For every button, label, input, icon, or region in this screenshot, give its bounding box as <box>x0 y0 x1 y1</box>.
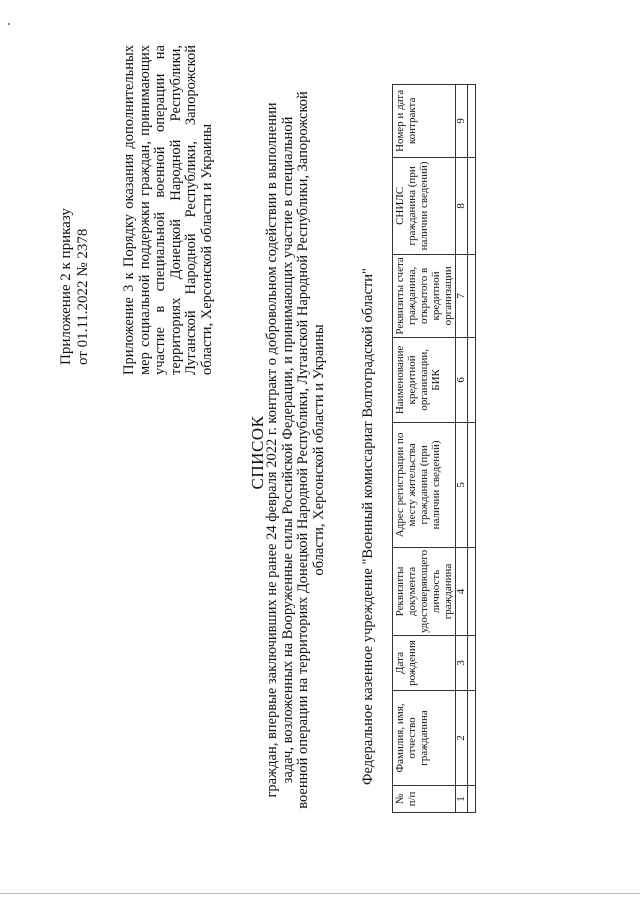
table-cell <box>468 636 476 691</box>
appendix-header <box>58 105 92 365</box>
header-cell-snils: СНИЛС гражданина (при наличии сведений) <box>393 157 456 254</box>
table-cell <box>468 84 476 157</box>
column-number: 8 <box>456 157 468 254</box>
document-subtitle: граждан, впервые заключивших не ранее 24 февраля 2022 г. контракт о добровольном содействии в выполнении задач, возложенных на Вооруженные силы Российской Федерации, и принимающих участие в специальной военной операции на территориях Донецкой Народной Республики, Луганской Народной Республики, Запорожской области, Херсонской области и Украины <box>264 91 327 809</box>
header-cell-bank-name: Наименование кредитной организации, БИК <box>393 337 456 422</box>
table-cell <box>468 422 476 547</box>
table-row <box>468 84 476 812</box>
institution-name: Федеральное казенное учреждение "Военный комиссариат Волгоградской области" <box>360 268 376 785</box>
column-number: 5 <box>456 422 468 547</box>
table-number-row <box>456 84 468 812</box>
appendix-line-2: от 01.11.2022 № 2378 <box>75 228 91 365</box>
table-header-row <box>393 84 456 812</box>
column-number: 2 <box>456 691 468 786</box>
table-cell <box>468 786 476 813</box>
appendix-sub-reference: Приложение 3 к Порядку оказания дополнительных мер социальной поддержки граждан, принимающих участие в специальной военной операции на территориях Донецкой Народной Республики, Луганской Народной Республики, Запорожской области, Херсонской области и Украины <box>121 45 215 375</box>
appendix-line-1: Приложение 2 к приказу <box>58 208 74 365</box>
header-cell-id-document: Реквизиты документа удостоверяющего личность гражданина <box>393 547 456 635</box>
column-number: 1 <box>456 786 468 813</box>
header-cell-address: Адрес регистрации по месту жительства гражданина (при наличии сведений) <box>393 422 456 547</box>
scan-speck <box>8 23 10 25</box>
table-cell <box>468 547 476 635</box>
table-cell <box>468 337 476 422</box>
table-cell <box>468 254 476 337</box>
table-cell <box>468 157 476 254</box>
document-title: СПИСОК <box>248 415 267 490</box>
header-cell-contract: Номер и дата контракта <box>393 84 456 157</box>
column-number: 4 <box>456 547 468 635</box>
header-cell-account: Реквизиты счета гражданина, открытого в кредитной организации <box>393 254 456 337</box>
page-edge-line <box>0 893 640 894</box>
header-cell-fullname: Фамилия, имя, отчество гражданина <box>393 691 456 786</box>
header-cell-number: № п/п <box>393 786 456 813</box>
column-number: 9 <box>456 84 468 157</box>
column-number: 3 <box>456 636 468 691</box>
table-cell <box>468 691 476 786</box>
header-cell-birthdate: Дата рождения <box>393 636 456 691</box>
column-number: 7 <box>456 254 468 337</box>
citizens-table <box>392 84 476 813</box>
column-number: 6 <box>456 337 468 422</box>
